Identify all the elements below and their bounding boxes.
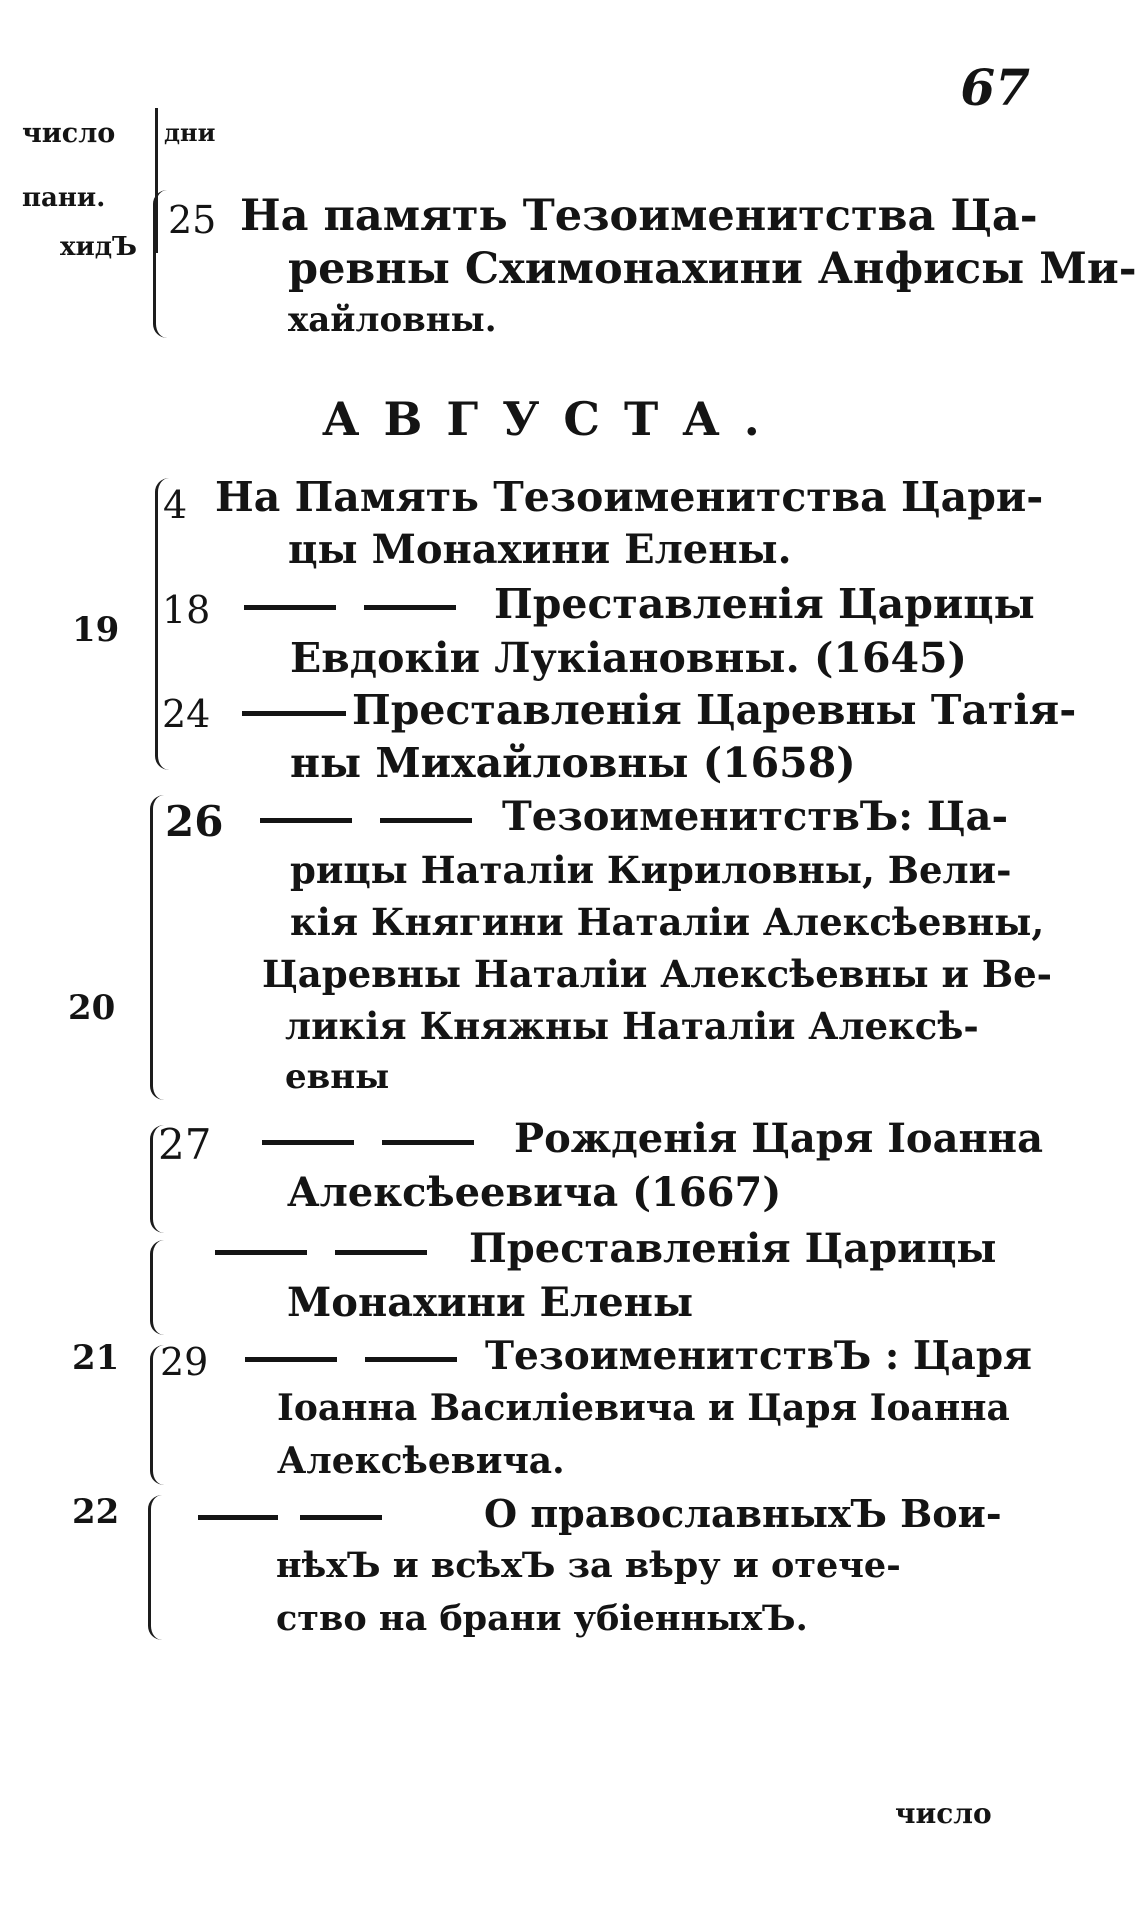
entry-26-line-5: ликія Княжны Натaліи Алексѣ- — [285, 1004, 979, 1048]
entry-24-line-2: ны Михайловны (1658) — [290, 739, 856, 787]
entry-26-text: ТезоименитствЪ: Ца- — [502, 793, 1009, 840]
ditto-dash — [245, 1357, 337, 1362]
entry-26-line-2: рицы Натaліи Кириловны, Вели- — [290, 848, 1012, 892]
entry-18-line-1 — [244, 580, 1035, 628]
entry-22-line-3: ство на брани убіенныхЪ. — [276, 1598, 808, 1639]
header-col1-mid: пани. — [22, 183, 106, 213]
ditto-dash — [260, 818, 352, 823]
entry-26-line-3: кія Княгини Натaліи Алексѣевны, — [290, 900, 1045, 944]
entry-24-text: Преставленія Царевны Татія- — [352, 686, 1077, 734]
entry-27-text: Рожденія Царя Іоанна — [514, 1115, 1044, 1162]
entry-24-day: 24 — [162, 692, 211, 736]
entry-dup-line-2: Монахини Елены — [287, 1279, 694, 1326]
ditto-dash — [244, 605, 336, 610]
ditto-dash — [262, 1140, 354, 1145]
margin-number-19: 19 — [72, 610, 120, 650]
entry-29-line-2: Іоанна Василіевича и Царя Іоанна — [277, 1387, 1010, 1429]
entry-4-day: 4 — [163, 483, 188, 527]
group-brace-22 — [148, 1495, 165, 1640]
margin-number-20: 20 — [68, 988, 116, 1028]
entry-4-line-1: На Память Тезоименитства Цари- — [215, 473, 1044, 521]
ditto-dash — [380, 818, 472, 823]
entry-22-line-2: нѣхЪ и всѣхЪ за вѣру и отече- — [276, 1545, 901, 1586]
entry-27-day: 27 — [158, 1120, 212, 1169]
ditto-dash — [215, 1250, 307, 1255]
entry-27-line-2: Алексѣеевича (1667) — [287, 1169, 782, 1216]
ditto-dash — [364, 605, 456, 610]
page-number: 67 — [960, 58, 1030, 117]
ditto-dash — [300, 1515, 382, 1520]
header-col2: дни — [164, 118, 216, 147]
header-col1-top: числo — [22, 118, 116, 149]
entry-26-day: 26 — [165, 797, 224, 846]
entry-18-day: 18 — [162, 588, 211, 632]
entry-22-line-1 — [198, 1491, 1002, 1536]
entry-29-day: 29 — [160, 1340, 209, 1384]
catchword: числo — [895, 1797, 992, 1830]
entry-top-line-2: ревны Схимонахини Анфисы Ми- — [288, 244, 1137, 294]
margin-number-22: 22 — [72, 1492, 120, 1532]
ditto-dash — [382, 1140, 474, 1145]
entry-29-text: ТезоименитствЪ : Царя — [485, 1333, 1032, 1379]
ditto-dash — [242, 711, 346, 716]
group-brace-dup — [150, 1240, 167, 1335]
entry-top-line-3: хайловны. — [288, 300, 497, 340]
margin-number-21: 21 — [72, 1338, 120, 1378]
entry-dup-text: Преставленія Царицы — [469, 1225, 997, 1272]
entry-dup-line-1 — [215, 1225, 997, 1272]
entry-26-line-6: евны — [285, 1057, 390, 1097]
entry-18-text: Преставленія Царицы — [494, 580, 1035, 628]
entry-18-line-2: Евдокіи Лукіановны. (1645) — [290, 634, 967, 682]
ditto-dash — [198, 1515, 278, 1520]
ditto-dash — [335, 1250, 427, 1255]
entry-22-text: О православныхЪ Вои- — [484, 1491, 1002, 1536]
entry-29-line-1 — [245, 1333, 1032, 1379]
entry-29-line-3: Алексѣевича. — [277, 1440, 565, 1482]
entry-24-line-1 — [242, 686, 1077, 734]
entry-top-day: 25 — [168, 198, 217, 242]
entry-26-line-4: Царевны Натaліи Алексѣевны и Ве- — [262, 952, 1053, 996]
month-heading: АВГУСТА. — [322, 392, 784, 446]
header-col1-bot: хидЪ — [60, 232, 137, 262]
entry-4-line-2: цы Монахини Елены. — [288, 526, 792, 573]
ditto-dash — [365, 1357, 457, 1362]
entry-26-line-1 — [260, 793, 1009, 840]
entry-27-line-1 — [262, 1115, 1044, 1162]
entry-top-line-1: На память Тезоименитства Ца- — [240, 191, 1038, 241]
